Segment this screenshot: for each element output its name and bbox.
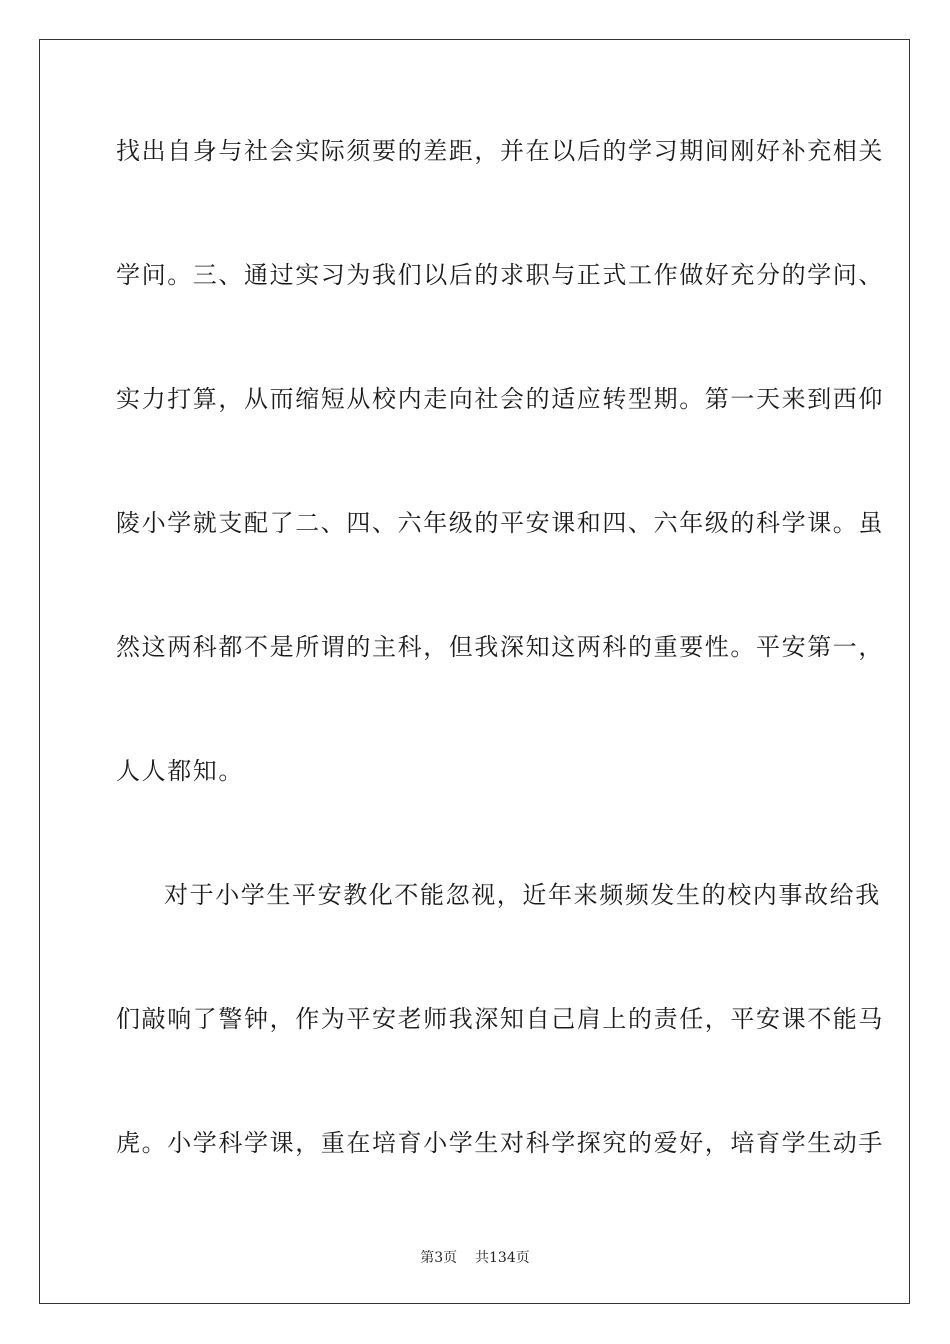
page-number: 第3页: [420, 1250, 458, 1266]
text-line: 人人都知。: [116, 757, 244, 785]
total-pages: 共134页: [475, 1250, 530, 1266]
text-line: 实力打算，从而缩短从校内走向社会的适应转型期。第一天来到西仰: [116, 385, 884, 413]
page-footer: [0, 1248, 950, 1268]
text-line: 虎。小学科学课，重在培育小学生对科学探究的爱好，培育学生动手: [116, 1129, 884, 1157]
paragraph-first-line: 对于小学生平安教化不能忽视，近年来频频发生的校内事故给我: [164, 881, 881, 909]
text-line: 学问。三、通过实习为我们以后的求职与正式工作做好充分的学问、: [116, 261, 884, 289]
text-line: 找出自身与社会实际须要的差距，并在以后的学习期间刚好补充相关: [116, 137, 884, 165]
text-line: 然这两科都不是所谓的主科，但我深知这两科的重要性。平安第一，: [116, 633, 884, 661]
page-border: [39, 39, 910, 1304]
text-line: 陵小学就支配了二、四、六年级的平安课和四、六年级的科学课。虽: [116, 509, 884, 537]
text-line: 们敲响了警钟，作为平安老师我深知自己肩上的责任，平安课不能马: [116, 1005, 884, 1033]
